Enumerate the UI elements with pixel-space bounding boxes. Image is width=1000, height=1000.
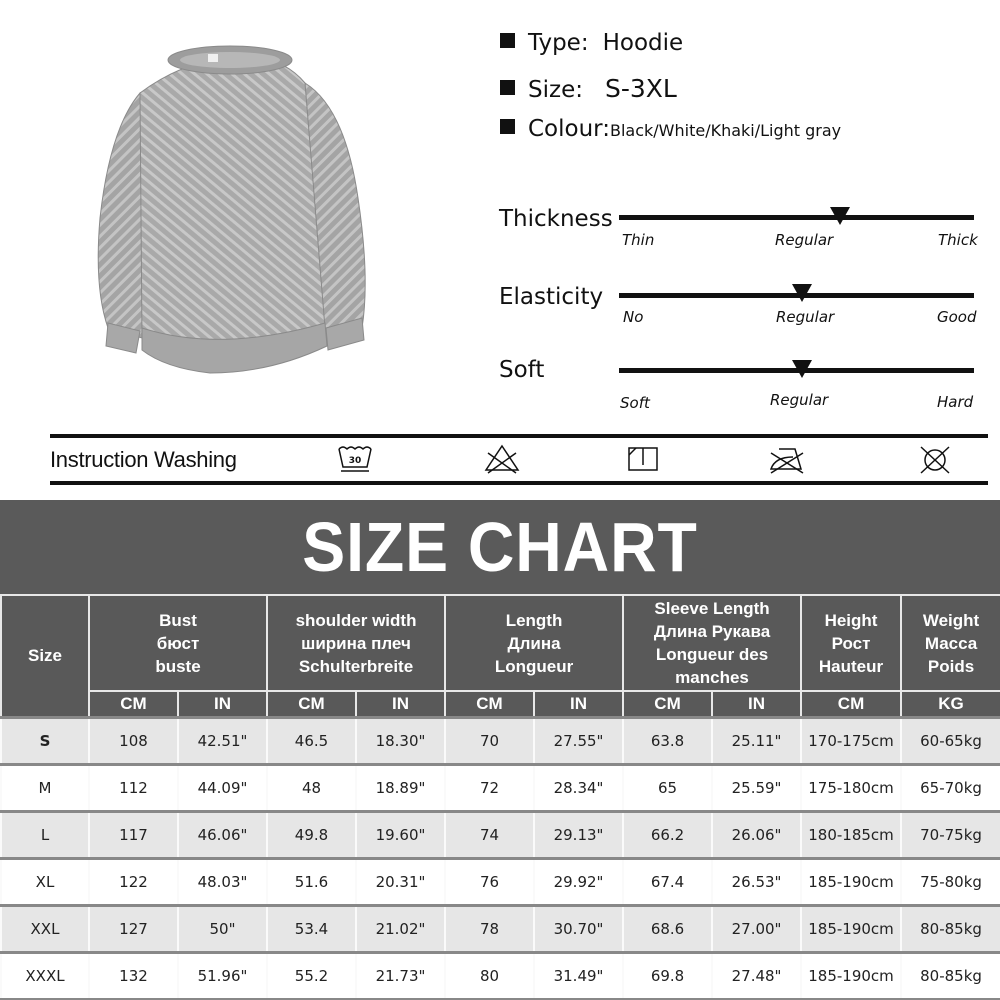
header-size: Size <box>1 595 89 717</box>
measurement-cell: 42.51" <box>178 717 267 764</box>
measurement-cell: 67.4 <box>623 858 712 905</box>
measurement-cell: 53.4 <box>267 905 356 952</box>
measurement-cell: 112 <box>89 764 178 811</box>
measurement-cell: 46.06" <box>178 811 267 858</box>
table-row <box>1 764 1000 811</box>
measurement-cell: 31.49" <box>534 952 623 999</box>
measurement-cell: 60-65kg <box>901 717 1000 764</box>
measurement-cell: 80-85kg <box>901 952 1000 999</box>
machine-wash-30-icon <box>335 443 375 475</box>
size-cell: XL <box>1 858 89 905</box>
size-cell: XXXL <box>1 952 89 999</box>
measurement-cell: 20.31" <box>356 858 445 905</box>
header-weight: Weight Масса Poids <box>901 595 1000 691</box>
measurement-cell: 66.2 <box>623 811 712 858</box>
spec-colour-label: Colour: <box>528 116 610 142</box>
bullet-square-icon <box>500 80 515 95</box>
measurement-cell: 50" <box>178 905 267 952</box>
elasticity-right-label: Good <box>937 308 977 326</box>
thickness-title: Thickness <box>499 206 613 232</box>
measurement-cell: 46.5 <box>267 717 356 764</box>
do-not-iron-icon <box>767 443 807 475</box>
size-cell: S <box>1 717 89 764</box>
soft-left-label: Soft <box>620 394 650 412</box>
measurement-cell: 68.6 <box>623 905 712 952</box>
thickness-marker-icon <box>830 207 850 225</box>
measurement-cell: 117 <box>89 811 178 858</box>
measurement-cell: 55.2 <box>267 952 356 999</box>
unit-cm: CM <box>445 691 534 717</box>
wash-divider-top <box>50 434 988 438</box>
measurement-cell: 29.92" <box>534 858 623 905</box>
measurement-cell: 51.96" <box>178 952 267 999</box>
spec-type <box>500 30 683 56</box>
measurement-cell: 25.59" <box>712 764 801 811</box>
product-image <box>80 28 380 383</box>
thickness-scale-bar <box>619 215 974 220</box>
measurement-cell: 127 <box>89 905 178 952</box>
elasticity-marker-icon <box>792 284 812 302</box>
header-bust: Bust бюст buste <box>89 595 267 691</box>
wash-divider-bottom <box>50 481 988 485</box>
elasticity-left-label: No <box>623 308 644 326</box>
soft-right-label: Hard <box>937 393 974 411</box>
measurement-cell: 80 <box>445 952 534 999</box>
unit-in: IN <box>178 691 267 717</box>
bullet-square-icon <box>500 119 515 134</box>
spec-type-label: Type: <box>528 30 589 56</box>
measurement-cell: 72 <box>445 764 534 811</box>
measurement-cell: 74 <box>445 811 534 858</box>
measurement-cell: 18.89" <box>356 764 445 811</box>
unit-cm: CM <box>801 691 901 717</box>
measurement-cell: 44.09" <box>178 764 267 811</box>
measurement-cell: 51.6 <box>267 858 356 905</box>
measurement-cell: 26.06" <box>712 811 801 858</box>
unit-kg: KG <box>901 691 1000 717</box>
measurement-cell: 65 <box>623 764 712 811</box>
elasticity-middle-label: Regular <box>776 308 835 326</box>
do-not-bleach-icon <box>482 443 522 475</box>
size-cell: XXL <box>1 905 89 952</box>
measurement-cell: 132 <box>89 952 178 999</box>
table-row <box>1 905 1000 952</box>
table-header-row <box>1 595 1000 691</box>
measurement-cell: 28.34" <box>534 764 623 811</box>
measurement-cell: 21.02" <box>356 905 445 952</box>
measurement-cell: 78 <box>445 905 534 952</box>
measurement-cell: 48.03" <box>178 858 267 905</box>
table-unit-row <box>1 691 1000 717</box>
measurement-cell: 65-70kg <box>901 764 1000 811</box>
do-not-dry-clean-icon <box>915 443 955 475</box>
washing-title: Instruction Washing <box>50 447 237 472</box>
measurement-cell: 48 <box>267 764 356 811</box>
measurement-cell: 76 <box>445 858 534 905</box>
measurement-cell: 27.48" <box>712 952 801 999</box>
measurement-cell: 70 <box>445 717 534 764</box>
svg-text:30: 30 <box>348 456 362 466</box>
thickness-middle-label: Regular <box>775 231 834 249</box>
measurement-cell: 19.60" <box>356 811 445 858</box>
measurement-cell: 49.8 <box>267 811 356 858</box>
unit-cm: CM <box>267 691 356 717</box>
header-sleeve-length: Sleeve Length Длина Рукава Longueur des manches <box>623 595 801 691</box>
measurement-cell: 25.11" <box>712 717 801 764</box>
header-shoulder-width: shoulder width ширина плеч Schulterbreite <box>267 595 445 691</box>
soft-middle-label: Regular <box>770 391 829 409</box>
measurement-cell: 108 <box>89 717 178 764</box>
header-height: Height Рост Hauteur <box>801 595 901 691</box>
measurement-cell: 27.00" <box>712 905 801 952</box>
sweater-illustration <box>80 28 380 383</box>
unit-cm: CM <box>89 691 178 717</box>
measurement-cell: 80-85kg <box>901 905 1000 952</box>
size-chart-table <box>0 594 1000 1000</box>
soft-marker-icon <box>792 360 812 378</box>
measurement-cell: 70-75kg <box>901 811 1000 858</box>
soft-title: Soft <box>499 357 545 383</box>
measurement-cell: 185-190cm <box>801 858 901 905</box>
table-row <box>1 717 1000 764</box>
measurement-cell: 18.30" <box>356 717 445 764</box>
spec-size-label: Size: <box>528 77 583 103</box>
measurement-cell: 21.73" <box>356 952 445 999</box>
spec-type-value: Hoodie <box>602 30 684 56</box>
measurement-cell: 180-185cm <box>801 811 901 858</box>
measurement-cell: 27.55" <box>534 717 623 764</box>
line-dry-icon <box>624 443 664 475</box>
size-cell: L <box>1 811 89 858</box>
spec-colour <box>500 116 841 142</box>
table-row <box>1 858 1000 905</box>
unit-in: IN <box>534 691 623 717</box>
measurement-cell: 69.8 <box>623 952 712 999</box>
measurement-cell: 175-180cm <box>801 764 901 811</box>
thickness-right-label: Thick <box>938 231 978 249</box>
spec-size-value: S-3XL <box>604 74 677 103</box>
measurement-cell: 30.70" <box>534 905 623 952</box>
size-cell: M <box>1 764 89 811</box>
elasticity-title: Elasticity <box>499 284 604 310</box>
measurement-cell: 26.53" <box>712 858 801 905</box>
spec-size <box>500 74 677 103</box>
measurement-cell: 185-190cm <box>801 905 901 952</box>
header-length: Length Длина Longueur <box>445 595 623 691</box>
measurement-cell: 185-190cm <box>801 952 901 999</box>
measurement-cell: 170-175cm <box>801 717 901 764</box>
bullet-square-icon <box>500 33 515 48</box>
measurement-cell: 122 <box>89 858 178 905</box>
thickness-left-label: Thin <box>622 231 655 249</box>
table-row <box>1 952 1000 999</box>
unit-cm: CM <box>623 691 712 717</box>
spec-colour-value: Black/White/Khaki/Light gray <box>609 121 842 140</box>
size-chart-title: SIZE CHART <box>302 508 698 586</box>
measurement-cell: 63.8 <box>623 717 712 764</box>
measurement-cell: 75-80kg <box>901 858 1000 905</box>
measurement-cell: 29.13" <box>534 811 623 858</box>
table-row <box>1 811 1000 858</box>
unit-in: IN <box>712 691 801 717</box>
size-chart-banner <box>0 500 1000 594</box>
unit-in: IN <box>356 691 445 717</box>
